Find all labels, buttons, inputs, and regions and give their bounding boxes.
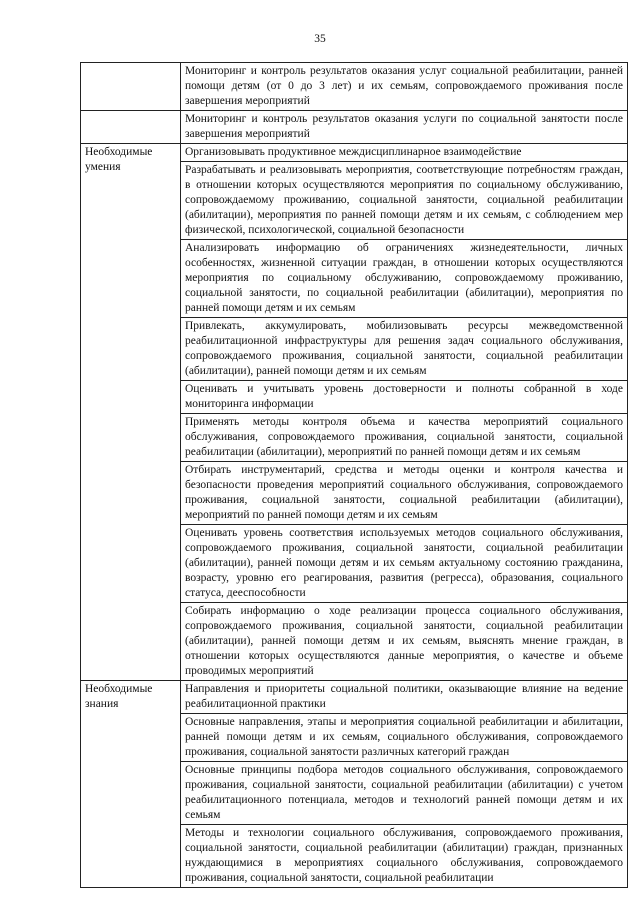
knowledge-item: Направления и приоритеты социальной политики, оказывающие влияние на ведение реабилитационной практики bbox=[181, 681, 628, 714]
knowledge-item: Основные направления, этапы и мероприятия социальной реабилитации и абилитации, ранней помощи детям и их семьям, социального обслуживания, сопровождаемого проживания, социальной занятости различных категорий граждан bbox=[181, 714, 628, 762]
skill-item: Отбирать инструментарий, средства и методы оценки и контроля качества и безопасности проведения мероприятий социального обслуживания, сопровождаемого проживания, социальной занятости, социальной реабилитации (абилитации), мероприятий по ранней помощи детям и их семьям bbox=[181, 462, 628, 525]
row-label-empty bbox=[81, 111, 181, 144]
table-row bbox=[81, 111, 628, 144]
knowledge-item: Основные принципы подбора методов социального обслуживания, сопровождаемого проживания, социальной занятости, социальной реабилитации (абилитации) с учетом реабилитационного потенциала, методов и технологий ранней помощи детям и их семьям bbox=[181, 762, 628, 825]
skill-item: Оценивать уровень соответствия используемых методов социального обслуживания, сопровождаемого проживания, социальной занятости, социальной реабилитации (абилитации), ранней помощи детям и их семьям актуальному состоянию гражданина, возрасту, уровню его реагирования, развития (регресса), образования, социального статуса, дееспособности bbox=[181, 525, 628, 603]
skill-item: Оценивать и учитывать уровень достоверности и полноты собранной в ходе мониторинга информации bbox=[181, 381, 628, 414]
skills-label: Необходимые умения bbox=[81, 144, 181, 681]
skill-item: Привлекать, аккумулировать, мобилизовывать ресурсы межведомственной реабилитационной инфраструктуры для решения задач социального обслуживания, сопровождаемого проживания, социальной занятости, социальной реабилитации (абилитации), ранней помощи детям и их семьям bbox=[181, 318, 628, 381]
skill-item: Применять методы контроля объема и качества мероприятий социального обслуживания, сопровождаемого проживания, социальной занятости, социальной реабилитации (абилитации), мероприятий по ранней помощи детям и их семьям bbox=[181, 414, 628, 462]
row-label-empty bbox=[81, 63, 181, 111]
table-row bbox=[81, 144, 628, 162]
table-row bbox=[81, 681, 628, 714]
cell-text: Мониторинг и контроль результатов оказания услуги по социальной занятости после завершения мероприятий bbox=[181, 111, 628, 144]
page-number: 35 bbox=[314, 33, 326, 45]
knowledge-item: Методы и технологии социального обслуживания, сопровождаемого проживания, социальной занятости, социальной реабилитации (абилитации) граждан, признанных нуждающимися в мероприятиях социального обслуживания, сопровождаемого проживания, социальной занятости, социальной реабилитации bbox=[181, 825, 628, 888]
table-row bbox=[81, 63, 628, 111]
skill-item: Собирать информацию о ходе реализации процесса социального обслуживания, сопровождаемого проживания, социальной занятости, социальной реабилитации (абилитации), ранней помощи детям и их семьям, выяснять мнение граждан, в отношении которых осуществляются данные мероприятия, о качестве и объеме проводимых мероприятий bbox=[181, 603, 628, 681]
skill-item: Организовывать продуктивное междисциплинарное взаимодействие bbox=[181, 144, 628, 162]
competency-table bbox=[80, 62, 628, 888]
skill-item: Разрабатывать и реализовывать мероприятия, соответствующие потребностям граждан, в отношении которых осуществляются мероприятия по социальному обслуживанию, сопровождаемому проживанию, социальной занятости, социальной реабилитации (абилитации), мероприятия по ранней помощи детям и их семьям, с соблюдением мер физической, психологической, социальной безопасности bbox=[181, 162, 628, 240]
knowledge-label: Необходимые знания bbox=[81, 681, 181, 888]
cell-text: Мониторинг и контроль результатов оказания услуг социальной реабилитации, ранней помощи детям (от 0 до 3 лет) и их семьям, сопровождаемого проживания после завершения мероприятий bbox=[181, 63, 628, 111]
skill-item: Анализировать информацию об ограничениях жизнедеятельности, личных особенностях, жизненной ситуации граждан, в отношении которых осуществляются мероприятия по социальному обслуживанию, сопровождаемому проживанию, социальной занятости, по социальной реабилитации (абилитации), мероприятия по ранней помощи детям и их семьям bbox=[181, 240, 628, 318]
